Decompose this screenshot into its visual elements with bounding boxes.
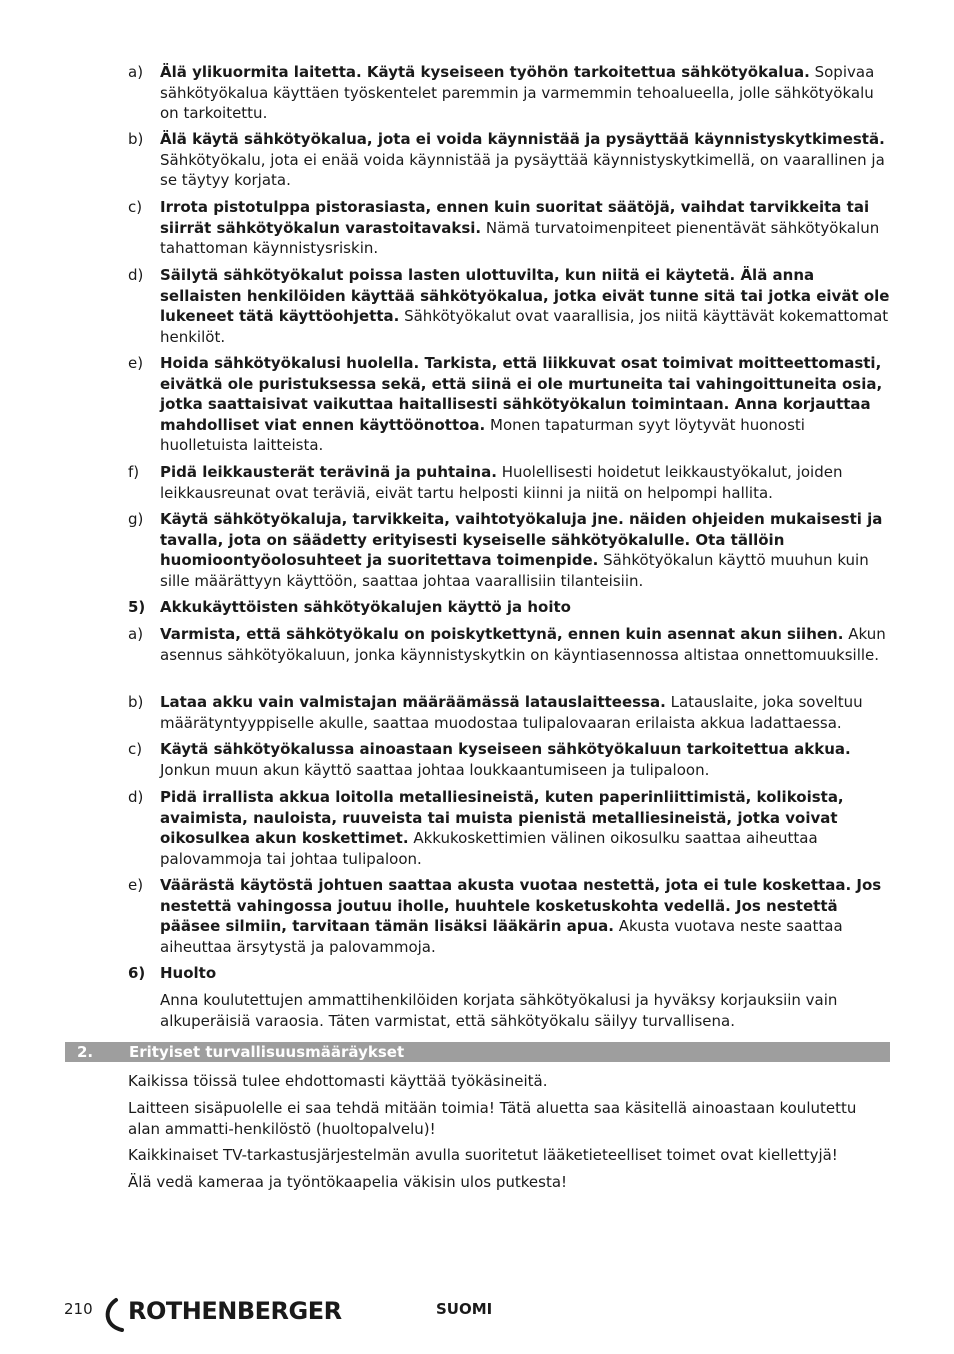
list-item: e) Hoida sähkötyökalusi huolella. Tarkista, että liikkuvat osat toimivat moitteettomasti, eivätkä ole puristuksessa sekä, että siinä ei ole murtuneita tai vahingoittuneita osia, jotka saattaisivat vaikuttaa haitallisesti sähkötyökalun toimintaan. Anna korjauttaa mahdolliset viat ennen käyttöönottoa. Monen tapaturman syyt löytyvät huonosti huolletuista laitteista. — [128, 353, 890, 456]
section-number: 2. — [77, 1043, 94, 1061]
item-text: Irrota pistotulppa pistorasiasta, ennen kuin suoritat säätöjä, vaihdat tarvikkeita tai siirrät sähkötyökalun varastoitavaksi. Nämä turvatoimenpiteet pienentävät sähkötyökalun tahattoman käynnistysriskin. — [160, 198, 880, 257]
item-text: Pidä leikkausterät terävinä ja puhtaina. Huolellisesti hoidetut leikkaustyökalut, joiden leikkausreunat ovat teräviä, eivät tartu helposti kiinni ja niitä on helpompi hallita. — [160, 463, 843, 502]
item-text: Käytä sähkötyökalussa ainoastaan kyseiseen sähkötyökaluun tarkoitettua akkua. Jonkun muun akun käyttö saattaa johtaa loukkaantumiseen ja tulipaloon. — [160, 740, 851, 779]
item-text: Säilytä sähkötyökalut poissa lasten ulottuvilta, kun niitä ei käytetä. Älä anna sellaisten henkilöiden käyttää sähkötyökalua, jotka eivät tunne sitä tai jotka eivät ole lukeneet tätä käyttöohjetta. Sähkötyökalut ovat vaarallisia, jos niitä käyttävät kokemattomat henkilöt. — [160, 266, 890, 346]
list-item: a) Älä ylikuormita laitetta. Käytä kyseiseen työhön tarkoitettua sähkötyökalua. Sopivaa sähkötyökalua käyttäen työskentelet paremmin ja varmemmin tehoalueella, jolle sähkötyökalu on tarkoitettu. — [128, 62, 890, 124]
list-item: f) Pidä leikkausterät terävinä ja puhtaina. Huolellisesti hoidetut leikkaustyökalut, joiden leikkausreunat ovat teräviä, eivät tartu helposti kiinni ja niitä on helpompi hallita. — [128, 462, 890, 503]
list-item: b) Lataa akku vain valmistajan määräämässä latauslaitteessa. Latauslaite, joka soveltuu määrätyntyyppiselle akulle, saattaa muodostaa tulipalovaaran erilaista akkua ladattaessa. — [128, 692, 890, 733]
page-number: 210 — [64, 1300, 93, 1318]
list-item: c) Käytä sähkötyökalussa ainoastaan kyseiseen sähkötyökaluun tarkoitettua akkua. Jonkun muun akun käyttö saattaa johtaa loukkaantumiseen ja tulipaloon. — [128, 739, 890, 780]
section-heading: 6) Huolto — [128, 963, 890, 984]
paragraph — [128, 990, 890, 1031]
item-text: Varmista, että sähkötyökalu on poiskytkettynä, ennen kuin asennat akun siihen. Akun asennus sähkötyökaluun, jonka käynnistyskytkin on käyntiasennossa altistaa onnettomuuksille. — [160, 625, 886, 664]
language-label: SUOMI — [436, 1300, 493, 1318]
paragraph: Kaikkinaiset TV-tarkastusjärjestelmän avulla suoritetut lääketieteelliset toimet ovat kiellettyjä! — [128, 1146, 838, 1164]
list-item: c) Irrota pistotulppa pistorasiasta, ennen kuin suoritat säätöjä, vaihdat tarvikkeita tai siirrät sähkötyökalun varastoitavaksi. Nämä turvatoimenpiteet pienentävät sähkötyökalun tahattoman käynnistysriskin. — [128, 197, 890, 259]
list-item: a) Varmista, että sähkötyökalu on poiskytkettynä, ennen kuin asennat akun siihen. Akun asennus sähkötyökaluun, jonka käynnistyskytkin on käyntiasennossa altistaa onnettomuuksille. — [128, 624, 890, 665]
item-text: Akkukäyttöisten sähkötyökalujen käyttö ja hoito — [160, 598, 571, 616]
section-bar — [65, 1042, 890, 1062]
item-text: Väärästä käytöstä johtuen saattaa akusta vuotaa nestettä, jota ei tule koskettaa. Jos nestettä vahingossa joutuu iholle, huuhtele kosketuskohta vedellä. Jos nestettä pääsee silmiin, tarvitaan tämän lisäksi lääkärin apua. Akusta vuotava neste saattaa aiheuttaa ärsytystä ja palovammoja. — [160, 876, 882, 956]
list-item: d) Pidä irrallista akkua loitolla metalliesineistä, kuten paperinliittimistä, kolikoista, avaimista, nauloista, ruuveista tai muista pienistä metalliesineistä, jotka voivat oikosulkea akun koskettimet. Akkukoskettimien välinen oikosulku saattaa aiheuttaa palovammoja tai johtaa tulipaloon. — [128, 787, 890, 869]
paragraph: Kaikissa töissä tulee ehdottomasti käyttää työkäsineitä. — [128, 1072, 548, 1090]
paragraph: Älä vedä kameraa ja työntökaapelia väkisin ulos putkesta! — [128, 1173, 568, 1191]
item-text: Huolto — [160, 964, 217, 982]
item-text: Hoida sähkötyökalusi huolella. Tarkista, että liikkuvat osat toimivat moitteettomasti, eivätkä ole puristuksessa sekä, että siinä ei ole murtuneita tai vahingoittuneita osia, jotka saattaisivat vaikuttaa haitallisesti sähkötyökalun toimintaan. Anna korjauttaa mahdolliset viat ennen käyttöönottoa. Monen tapaturman syyt löytyvät huonosti huolletuista laitteista. — [160, 354, 883, 454]
brand-name: ROTHENBERGER — [128, 1297, 342, 1325]
item-text: Älä käytä sähkötyökalua, jota ei voida käynnistää ja pysäyttää käynnistyskytkimestä. Sähkötyökalu, jota ei enää voida käynnistää ja pysäyttää käynnistyskytkimellä, on vaarallinen ja se täytyy korjata. — [160, 130, 885, 189]
item-text: Käytä sähkötyökaluja, tarvikkeita, vaihtotyökaluja jne. näiden ohjeiden mukaisesti ja tavalla, jota on säädetty erityisesti kyseiselle sähkötyökalulle. Ota tällöin huomioontyöolosuhteet ja suoritettava toimenpide. Sähkötyökalun käyttö muuhun kuin sille määrättyyn käyttöön, saattaa johtaa vaarallisiin tilanteisiin. — [160, 510, 883, 590]
item-text: Lataa akku vain valmistajan määräämässä latauslaitteessa. Latauslaite, joka soveltuu määrätyntyyppiselle akulle, saattaa muodostaa tulipalovaaran erilaista akkua ladattaessa. — [160, 693, 863, 732]
brand-logo — [100, 1296, 350, 1334]
list-item: b) Älä käytä sähkötyökalua, jota ei voida käynnistää ja pysäyttää käynnistyskytkimestä. Sähkötyökalu, jota ei enää voida käynnistää ja pysäyttää käynnistyskytkimellä, on vaarallinen ja se täytyy korjata. — [128, 129, 890, 191]
section-title: Erityiset turvallisuusmääräykset — [129, 1043, 405, 1061]
paragraph: Laitteen sisäpuolelle ei saa tehdä mitään toimia! Tätä aluetta saa käsitellä ainoastaan koulutettu alan ammatti-henkilöstö (huoltopalvelu)! — [128, 1099, 857, 1138]
item-text: Älä ylikuormita laitetta. Käytä kyseiseen työhön tarkoitettua sähkötyökalua. Sopivaa sähkötyökalua käyttäen työskentelet paremmin ja varmemmin tehoalueella, jolle sähkötyökalu on tarkoitettu. — [160, 63, 875, 122]
list-item: e) Väärästä käytöstä johtuen saattaa akusta vuotaa nestettä, jota ei tule koskettaa. Jos nestettä vahingossa joutuu iholle, huuhtele kosketuskohta vedellä. Jos nestettä pääsee silmiin, tarvitaan tämän lisäksi lääkärin apua. Akusta vuotava neste saattaa aiheuttaa ärsytystä ja palovammoja. — [128, 875, 890, 957]
item-text: Pidä irrallista akkua loitolla metalliesineistä, kuten paperinliittimistä, kolikoista, avaimista, nauloista, ruuveista tai muista pienistä metalliesineistä, jotka voivat oikosulkea akun koskettimet. Akkukoskettimien välinen oikosulku saattaa aiheuttaa palovammoja tai johtaa tulipaloon. — [160, 788, 844, 868]
item-text: Anna koulutettujen ammattihenkilöiden korjata sähkötyökalusi ja hyväksy korjauksiin vain alkuperäisiä varaosia. Täten varmistat, että sähkötyökalu säilyy turvallisena. — [160, 991, 838, 1030]
list-item: d) Säilytä sähkötyökalut poissa lasten ulottuvilta, kun niitä ei käytetä. Älä anna sellaisten henkilöiden käyttää sähkötyökalua, jotka eivät tunne sitä tai jotka eivät ole lukeneet tätä käyttöohjetta. Sähkötyökalut ovat vaarallisia, jos niitä käyttävät kokemattomat henkilöt. — [128, 266, 890, 346]
list-item: g) Käytä sähkötyökaluja, tarvikkeita, vaihtotyökaluja jne. näiden ohjeiden mukaisesti ja tavalla, jota on säädetty erityisesti kyseiselle sähkötyökalulle. Ota tällöin huomioontyöolosuhteet ja suoritettava toimenpide. Sähkötyökalun käyttö muuhun kuin sille määrättyyn käyttöön, saattaa johtaa vaarallisiin tilanteisiin. — [128, 509, 890, 591]
section-heading: 5) Akkukäyttöisten sähkötyökalujen käyttö ja hoito — [128, 597, 890, 618]
